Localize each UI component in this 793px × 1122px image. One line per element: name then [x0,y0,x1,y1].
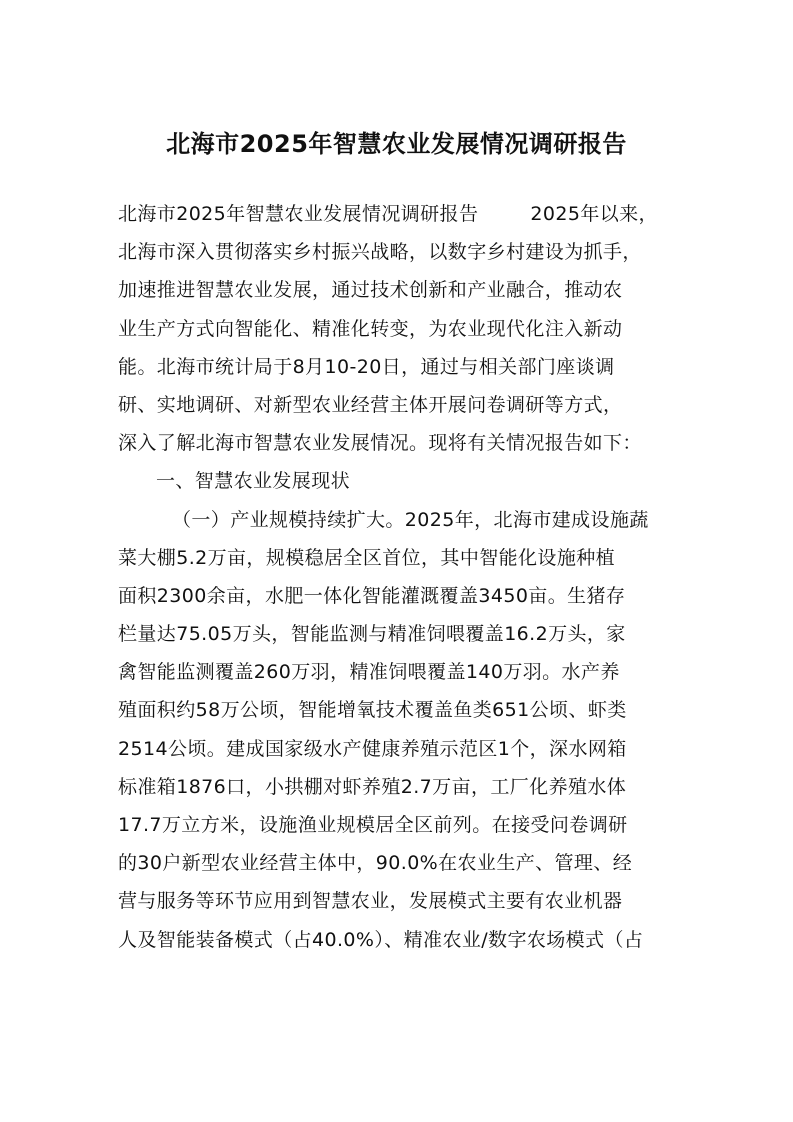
paragraph-start-text: 2025年以来， [530,203,658,225]
subsection-heading-line: （一）产业规模持续扩大。2025年，北海市建成设施蔬 [172,508,649,531]
paragraph-line [118,195,688,233]
document-body [118,195,688,959]
paragraph-line: 菜大棚5.2万亩，规模稳居全区首位，其中智能化设施种植 [118,546,616,569]
paragraph-line: 禽智能监测覆盖260万羽，精准饲喂覆盖140万羽。水产养 [118,661,620,684]
document-title: 北海市2025年智慧农业发展情况调研报告 [166,130,627,158]
paragraph-line: 标准箱1876口，小拱棚对虾养殖2.7万亩，工厂化养殖水体 [118,775,627,798]
paragraph-line: 17.7万立方米，设施渔业规模居全区前列。在接受问卷调研 [118,814,628,836]
paragraph-line: 2514公顷。建成国家级水产健康养殖示范区1个，深水网箱 [118,737,627,760]
paragraph-line: 人及智能装备模式（占40.0%）、精准农业/数字农场模式（占 [118,928,644,951]
paragraph-line: 深入了解北海市智慧农业发展情况。现将有关情况报告如下： [118,432,642,455]
paragraph-line: 的30户新型农业经营主体中，90.0%在农业生产、管理、经 [118,852,633,875]
paragraph-line: 研、实地调研、对新型农业经营主体开展问卷调研等方式， [118,393,623,416]
paragraph-line: 面积2300余亩，水肥一体化智能灌溉覆盖3450亩。生猪存 [118,584,626,607]
repeated-title-text: 北海市2025年智慧农业发展情况调研报告 [118,203,479,225]
section-heading: 一、智慧农业发展现状 [156,470,351,493]
paragraph-line: 营与服务等环节应用到智慧农业，发展模式主要有农业机器 [118,890,623,913]
paragraph-line: 栏量达75.05万头，智能监测与精准饲喂覆盖16.2万头，家 [118,623,626,646]
paragraph-line: 殖面积约58万公顷，智能增氧技术覆盖鱼类651公顷、虾类 [118,699,627,722]
paragraph-line: 北海市深入贯彻落实乡村振兴战略，以数字乡村建设为抓手， [118,241,642,264]
paragraph-line: 业生产方式向智能化、精准化转变，为农业现代化注入新动 [118,317,623,340]
paragraph-line: 能。北海市统计局于8月10-20日，通过与相关部门座谈调 [118,355,615,378]
paragraph-line: 加速推进智慧农业发展，通过技术创新和产业融合，推动农 [118,279,623,302]
